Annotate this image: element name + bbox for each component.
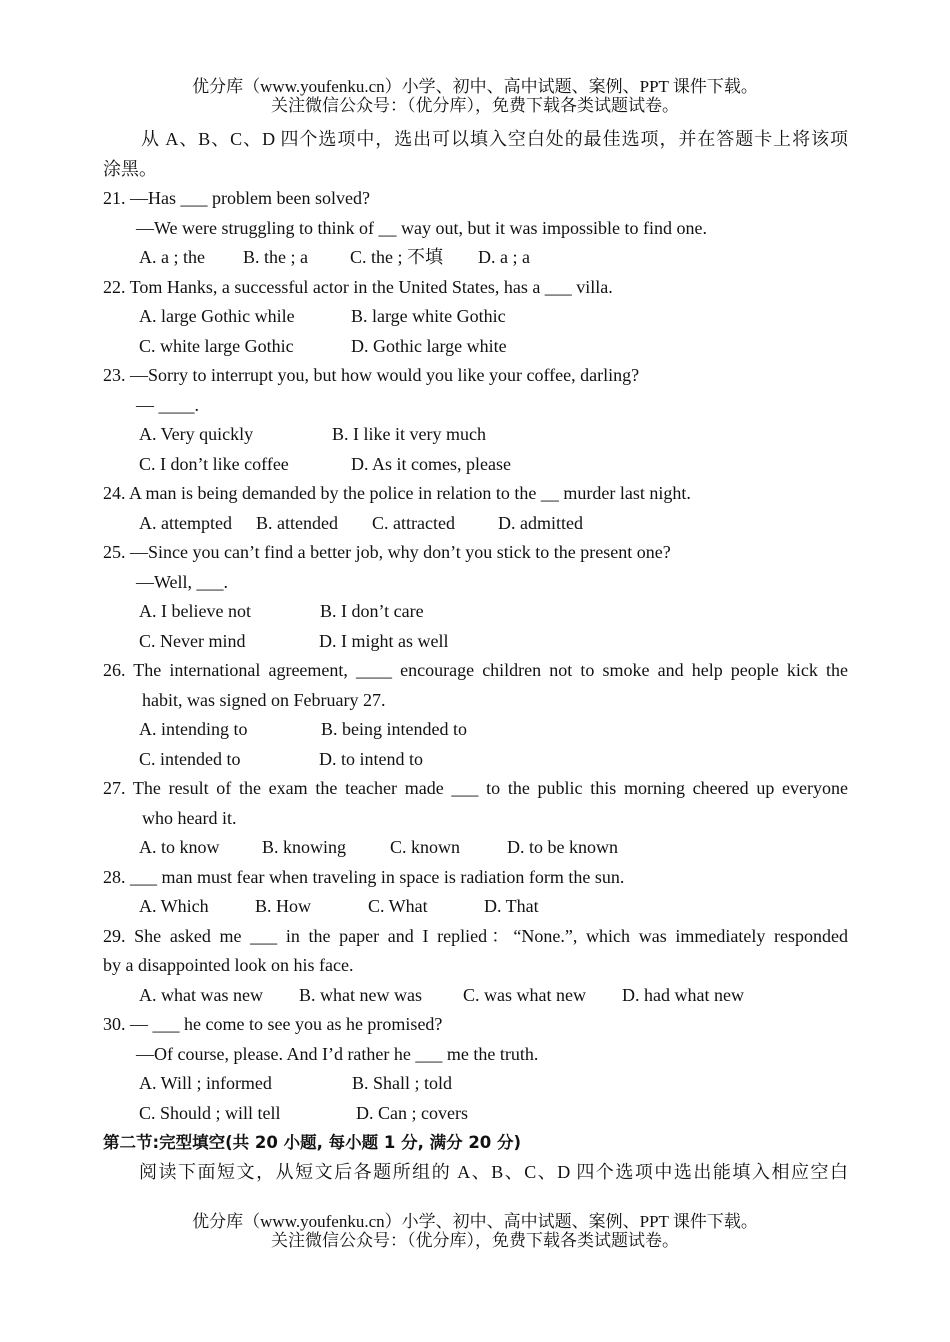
option-c: C. the ; 不填 xyxy=(350,247,443,267)
options-row xyxy=(103,420,848,450)
question-stem-cont: by a disappointed look on his face. xyxy=(103,955,354,975)
options-row xyxy=(103,597,848,627)
option-d: D. Gothic large white xyxy=(351,335,507,356)
option-b: B. attended xyxy=(256,512,338,533)
option-b: B. I don’t care xyxy=(320,601,424,621)
options-row xyxy=(103,745,848,775)
question-stem: 22. Tom Hanks, a successful actor in the United States, has a ___ villa. xyxy=(103,276,613,297)
page-header xyxy=(0,77,950,115)
options-row xyxy=(103,302,848,332)
question-29 xyxy=(103,922,848,1011)
options-row xyxy=(103,243,848,273)
option-b: B. How xyxy=(255,896,312,916)
options-row xyxy=(103,627,848,657)
options-row xyxy=(103,833,848,863)
options-row xyxy=(103,450,848,480)
option-b: B. large white Gothic xyxy=(351,306,506,326)
option-d: D. had what new xyxy=(622,984,744,1005)
option-a: A. intending to xyxy=(139,719,248,739)
question-reply: —Of course, please. And I’d rather he ___ me the truth. xyxy=(136,1043,539,1064)
option-a: A. Very quickly xyxy=(139,424,254,444)
option-a: A. Which xyxy=(139,896,209,916)
option-d: D. Can ; covers xyxy=(356,1102,468,1123)
options-row xyxy=(103,332,848,362)
options-row xyxy=(103,509,848,539)
options-row xyxy=(103,892,848,922)
option-c: C. Should ; will tell xyxy=(139,1102,281,1123)
header-line-1: 优分库（www.youfenku.cn）小学、初中、高中试题、案例、PPT 课件下载。 xyxy=(192,77,758,96)
question-stem: 27. The result of the exam the teacher made ___ to the public this morning cheered up everyone xyxy=(103,778,848,798)
option-b: B. being intended to xyxy=(321,719,467,739)
question-stem: 26. The international agreement, ____ encourage children not to smoke and help people kick the xyxy=(103,660,848,680)
option-a: A. what was new xyxy=(139,984,263,1005)
options-row xyxy=(103,981,848,1011)
option-d: D. a ; a xyxy=(478,247,530,267)
header-line-2: 关注微信公众号：（优分库），免费下载各类试题试卷。 xyxy=(271,96,679,115)
question-27 xyxy=(103,774,848,863)
footer-line-2: 关注微信公众号：（优分库），免费下载各类试题试卷。 xyxy=(271,1231,679,1250)
option-c: C. white large Gothic xyxy=(139,335,294,356)
question-21 xyxy=(103,184,848,273)
option-d: D. admitted xyxy=(498,512,583,533)
question-reply: —Well, ___. xyxy=(136,571,229,592)
question-26 xyxy=(103,656,848,774)
option-c: C. What xyxy=(368,896,428,916)
question-reply: —We were struggling to think of __ way out, but it was impossible to find one. xyxy=(136,217,707,238)
question-stem: 29. She asked me ___ in the paper and I replied：“None.”, which was immediately responded xyxy=(103,925,848,946)
instructions-line-1: 从 A、B、C、D 四个选项中，选出可以填入空白处的最佳选项，并在答题卡上将该项 xyxy=(141,129,848,149)
options-row xyxy=(103,1099,848,1129)
section-instruction: 阅读下面短文，从短文后各题所组的 A、B、C、D 四个选项中选出能填入相应空白 xyxy=(139,1161,848,1182)
option-d: D. That xyxy=(484,896,539,916)
option-d: D. to intend to xyxy=(319,748,423,769)
option-b: B. what new was xyxy=(299,984,422,1005)
option-a: A. attempted xyxy=(139,512,232,533)
question-28 xyxy=(103,863,848,922)
question-30 xyxy=(103,1010,848,1128)
question-stem: 21. —Has ___ problem been solved? xyxy=(103,188,370,208)
question-stem-cont: who heard it. xyxy=(142,807,237,828)
option-a: A. a ; the xyxy=(139,247,205,267)
options-row xyxy=(103,715,848,745)
option-b: B. the ; a xyxy=(243,247,308,267)
question-stem: 30. — ___ he come to see you as he promised? xyxy=(103,1014,443,1034)
option-c: C. Never mind xyxy=(139,630,246,651)
section-title: 第二节:完型填空(共 20 小题, 每小题 1 分, 满分 20 分) xyxy=(103,1133,522,1152)
option-a: A. I believe not xyxy=(139,601,251,621)
option-c: C. intended to xyxy=(139,748,241,769)
question-22 xyxy=(103,273,848,362)
option-c: C. attracted xyxy=(372,512,455,533)
option-d: D. As it comes, please xyxy=(351,453,511,474)
question-stem: 25. —Since you can’t find a better job, why don’t you stick to the present one? xyxy=(103,542,671,562)
option-d: D. I might as well xyxy=(319,630,449,651)
question-stem: 23. —Sorry to interrupt you, but how would you like your coffee, darling? xyxy=(103,365,640,385)
question-stem: 28. ___ man must fear when traveling in space is radiation form the sun. xyxy=(103,866,625,887)
page-footer xyxy=(0,1212,950,1250)
option-d: D. to be known xyxy=(507,837,618,857)
option-b: B. Shall ; told xyxy=(352,1073,453,1093)
option-c: C. known xyxy=(390,837,461,857)
option-b: B. I like it very much xyxy=(332,424,486,444)
options-row xyxy=(103,1069,848,1099)
question-stem: 24. A man is being demanded by the police in relation to the __ murder last night. xyxy=(103,483,691,503)
question-24 xyxy=(103,479,848,538)
option-b: B. knowing xyxy=(262,837,347,857)
option-c: C. I don’t like coffee xyxy=(139,453,289,474)
instructions-line-2: 涂黑。 xyxy=(103,158,157,179)
option-a: A. Will ; informed xyxy=(139,1073,272,1093)
question-stem-cont: habit, was signed on February 27. xyxy=(142,689,386,710)
exam-content xyxy=(103,125,848,1187)
option-c: C. was what new xyxy=(463,984,586,1005)
option-a: A. to know xyxy=(139,837,220,857)
question-reply: — ____. xyxy=(136,394,199,415)
footer-line-1: 优分库（www.youfenku.cn）小学、初中、高中试题、案例、PPT 课件下载。 xyxy=(192,1212,758,1231)
option-a: A. large Gothic while xyxy=(139,306,295,326)
question-25 xyxy=(103,538,848,656)
question-23 xyxy=(103,361,848,479)
